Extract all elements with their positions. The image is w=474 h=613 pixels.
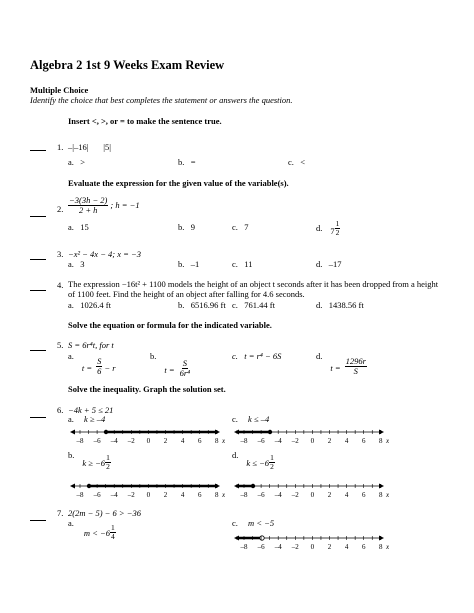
answer-blank-4[interactable]: [30, 283, 46, 291]
answer-blank-3[interactable]: [30, 252, 46, 260]
q2-numerator: −3(3h − 2): [69, 195, 108, 205]
tick-label: –4: [110, 491, 118, 499]
q2-given: ; h = −1: [110, 200, 140, 210]
question-number-4: 4.: [57, 280, 64, 290]
tick-label: 6: [361, 437, 366, 445]
tick-label: 8: [379, 543, 383, 551]
choice-4d[interactable]: d. 1438.56 ft: [316, 300, 364, 310]
choice-6b-den: 2: [106, 461, 110, 471]
tick-label: –6: [257, 543, 265, 551]
choice-6b[interactable]: [68, 450, 111, 470]
tick-label: 0: [310, 437, 315, 445]
tick-label: –8: [76, 437, 84, 445]
q2-denominator: 2 + h: [78, 204, 98, 215]
tick-label: –4: [110, 437, 118, 445]
tick-label: 6: [197, 491, 202, 499]
directive-insert: Insert <, >, or = to make the sentence true.: [68, 116, 222, 126]
choice-6c[interactable]: [232, 414, 269, 424]
choice-6a-text: k ≥ –4: [84, 414, 106, 424]
choice-6d-num: 1: [270, 453, 274, 462]
choice-6a-label: a.: [68, 414, 74, 424]
choice-1c[interactable]: c. <: [288, 157, 306, 167]
tick-label: –8: [240, 491, 248, 499]
question-prompt-7: 2(2m − 5) − 6 > −36: [68, 508, 141, 518]
choice-5b-pre: t =: [164, 365, 175, 375]
choice-5a-num: S: [97, 356, 102, 366]
tick-label: –4: [274, 437, 282, 445]
choice-6a[interactable]: [68, 414, 105, 424]
tick-label: 2: [163, 491, 168, 499]
tick-label: x: [222, 437, 226, 445]
choice-4c[interactable]: c. 761.44 ft: [232, 300, 275, 310]
choice-6d-whole: k ≤ −6: [246, 458, 270, 468]
choice-4b[interactable]: b. 6516.96 ft: [178, 300, 226, 310]
page-title: Algebra 2 1st 9 Weeks Exam Review: [30, 58, 225, 72]
choice-2d-den: 2: [335, 227, 340, 237]
question-prompt-5: S = 6r⁴t, for t: [68, 340, 114, 350]
choice-5a-label: a.: [68, 351, 74, 361]
choice-5d-pre: t =: [330, 363, 341, 373]
tick-label: 0: [146, 437, 151, 445]
tick-label: –2: [127, 437, 135, 445]
number-line-6c: [232, 424, 392, 448]
choice-5d[interactable]: [316, 351, 367, 375]
choice-6d[interactable]: [232, 450, 275, 470]
choice-3a[interactable]: a. 3: [68, 259, 85, 269]
question-prompt-1: –|–16| |5|: [68, 142, 111, 152]
tick-label: –2: [127, 491, 135, 499]
tick-label: 8: [379, 491, 383, 499]
choice-4a[interactable]: a. 1026.4 ft: [68, 300, 111, 310]
tick-label: 2: [327, 437, 332, 445]
question-number-2: 2.: [57, 204, 64, 214]
choice-2d-label: d.: [316, 223, 323, 233]
tick-label: –6: [93, 491, 101, 499]
choice-7c-label: c.: [232, 518, 238, 528]
question-prompt-6: −4k + 5 ≤ 21: [68, 405, 114, 415]
question-number-3: 3.: [57, 249, 64, 259]
answer-blank-6[interactable]: [30, 410, 46, 418]
choice-7a[interactable]: [68, 518, 116, 540]
choice-3c[interactable]: c. 11: [232, 259, 253, 269]
question-number-5: 5.: [57, 340, 64, 350]
section-heading: Multiple Choice: [30, 85, 89, 95]
choice-7a-label: a.: [68, 518, 74, 528]
choice-5b-den: 6r⁴: [179, 367, 191, 378]
tick-label: –6: [257, 491, 265, 499]
tick-label: 8: [215, 491, 219, 499]
choice-6b-whole: k ≥ −6: [82, 458, 106, 468]
choice-5a-post: − r: [104, 363, 116, 373]
choice-2d-num: 1: [335, 219, 340, 228]
choice-5d-label: d.: [316, 351, 323, 361]
tick-label: 8: [215, 437, 219, 445]
choice-7a-num: 1: [111, 523, 115, 532]
instructions: Identify the choice that best completes the statement or answers the question.: [30, 95, 293, 105]
tick-label: 0: [146, 491, 151, 499]
choice-6c-label: c.: [232, 414, 238, 424]
tick-label: 6: [361, 491, 366, 499]
tick-label: 2: [327, 491, 332, 499]
number-line-6a: [68, 424, 228, 448]
answer-blank-5[interactable]: [30, 343, 46, 351]
choice-7a-whole: m < −6: [83, 528, 111, 538]
choice-6c-text: k ≤ –4: [248, 414, 270, 424]
tick-label: –8: [240, 543, 248, 551]
choice-5d-den: S: [353, 365, 358, 376]
answer-blank-1[interactable]: [30, 143, 46, 151]
tick-label: –2: [291, 437, 299, 445]
question-number-1: 1.: [57, 142, 64, 152]
tick-label: x: [386, 543, 390, 551]
tick-label: –6: [257, 437, 265, 445]
tick-label: 6: [197, 437, 202, 445]
choice-2b[interactable]: b. 9: [178, 222, 195, 232]
choice-6d-den: 2: [270, 461, 274, 471]
tick-label: –6: [93, 437, 101, 445]
directive-inequality: Solve the inequality. Graph the solution set.: [68, 384, 226, 394]
tick-label: 4: [344, 543, 349, 551]
choice-6b-num: 1: [106, 453, 110, 462]
choice-1b[interactable]: b. =: [178, 157, 196, 167]
tick-label: 2: [327, 543, 332, 551]
choice-2c[interactable]: c. 7: [232, 222, 249, 232]
answer-blank-7[interactable]: [30, 513, 46, 521]
number-line-6b: [68, 478, 228, 502]
directive-evaluate: Evaluate the expression for the given value of the variable(s).: [68, 178, 289, 188]
tick-label: –8: [76, 491, 84, 499]
choice-3b[interactable]: b. –1: [178, 259, 200, 269]
choice-3d[interactable]: d. –17: [316, 259, 342, 269]
number-line-7c: [232, 530, 392, 554]
tick-label: 0: [310, 543, 315, 551]
tick-label: 0: [310, 491, 315, 499]
choice-2d[interactable]: [316, 220, 340, 236]
number-line-6d: [232, 478, 392, 502]
tick-label: –4: [274, 491, 282, 499]
choice-7c-text: m < −5: [248, 518, 275, 528]
choice-5c[interactable]: c. t = r⁴ − 6S: [232, 351, 282, 361]
choice-5a-den: 6: [97, 365, 102, 376]
question-number-7: 7.: [57, 508, 64, 518]
tick-label: 2: [163, 437, 168, 445]
choice-5d-num: 1296r: [345, 356, 366, 366]
tick-label: –2: [291, 543, 299, 551]
tick-label: 4: [344, 437, 349, 445]
choice-5a-pre: t =: [81, 363, 93, 373]
choice-2d-whole: 7: [330, 226, 335, 236]
choice-7c[interactable]: [232, 518, 274, 528]
choice-2a[interactable]: a. 15: [68, 222, 89, 232]
tick-label: 8: [379, 437, 383, 445]
tick-label: –8: [240, 437, 248, 445]
question-prompt-3: −x² − 4x − 4; x = −3: [68, 249, 142, 259]
choice-5b[interactable]: [150, 351, 191, 377]
question-prompt-4-line1: The expression −16t² + 1100 models the height of an object t seconds after it has been dropped from a height: [68, 279, 439, 289]
choice-6d-label: d.: [232, 450, 239, 460]
tick-label: x: [386, 491, 390, 499]
answer-blank-2[interactable]: [30, 209, 46, 217]
choice-1a[interactable]: a. >: [68, 157, 86, 167]
tick-label: 4: [180, 437, 185, 445]
tick-label: 6: [361, 543, 366, 551]
tick-label: –4: [274, 543, 282, 551]
choice-5a[interactable]: [68, 351, 116, 375]
directive-solve-formula: Solve the equation or formula for the indicated variable.: [68, 320, 272, 330]
choice-5b-label: b.: [150, 351, 157, 361]
question-prompt-4-line2: of 1100 feet. Find the height of an object after falling for 4.6 seconds.: [68, 289, 305, 299]
question-prompt-2: [68, 196, 140, 214]
choice-7a-den: 4: [111, 531, 115, 541]
tick-label: –2: [291, 491, 299, 499]
choice-5b-num: S: [182, 358, 187, 368]
tick-label: x: [386, 437, 390, 445]
tick-label: x: [222, 491, 226, 499]
tick-label: 4: [344, 491, 349, 499]
choice-6b-label: b.: [68, 450, 75, 460]
question-number-6: 6.: [57, 405, 64, 415]
tick-label: 4: [180, 491, 185, 499]
